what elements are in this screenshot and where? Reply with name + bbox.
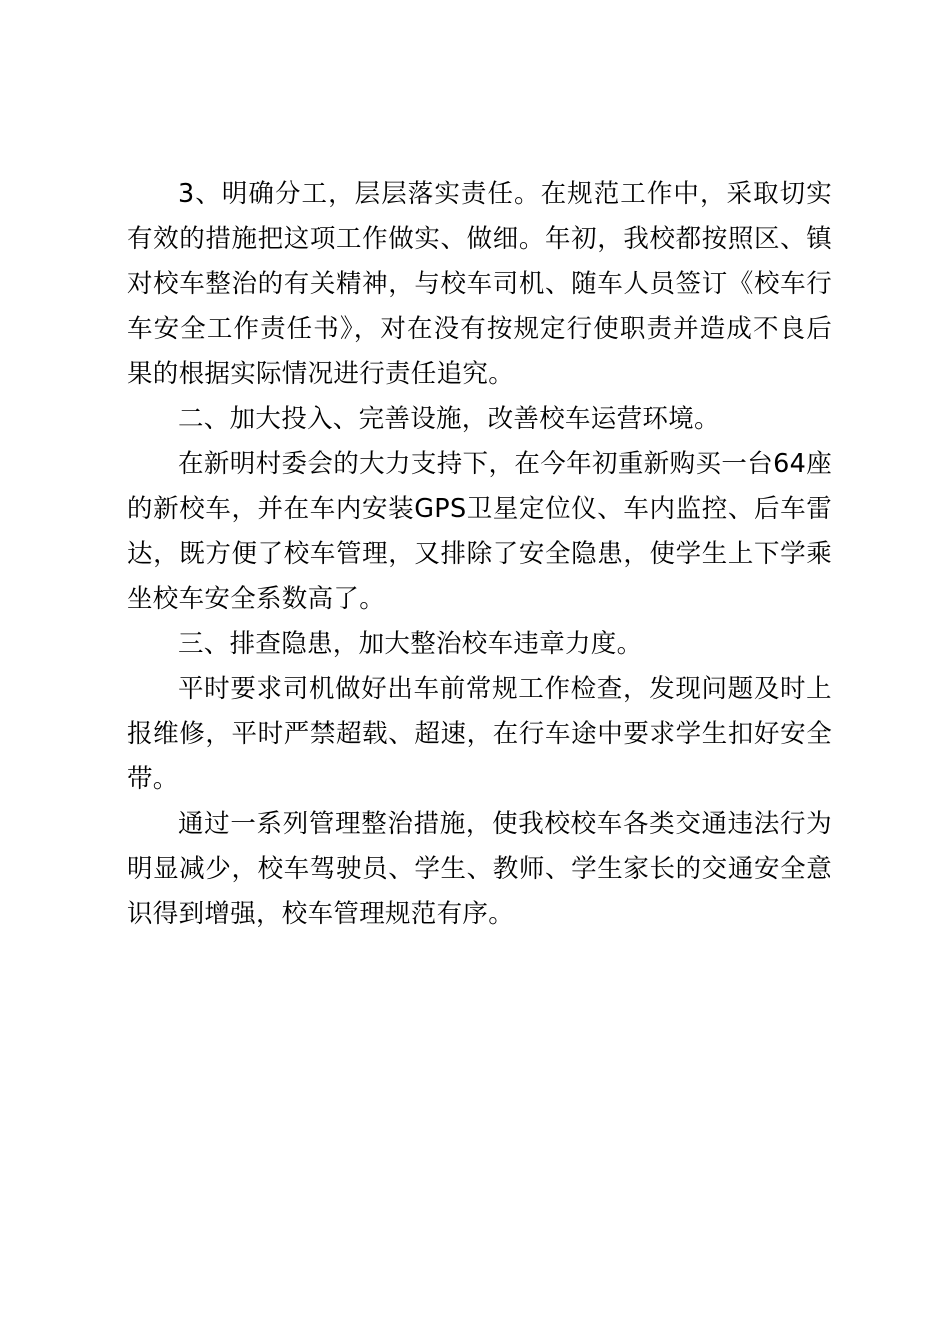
paragraph-new-school-bus: 在新明村委会的大力支持下，在今年初重新购买一台64座的新校车，并在车内安装GPS卫星定位仪、车内监控、后车雷达，既方便了校车管理，又排除了安全隐患，使学生上下学乘坐校车安全系数高了。 [127, 449, 832, 614]
document-body [127, 172, 832, 937]
section-heading-hazard-inspection: 三、排查隐患，加大整治校车违章力度。 [178, 629, 643, 659]
paragraph-clear-division-of-labor: 3、明确分工，层层落实责任。在规范工作中，采取切实有效的措施把这项工作做实、做细。年初，我校都按照区、镇对校车整治的有关精神，与校车司机、随车人员签订《校车行车安全工作责任书》，对在没有按规定行使职责并造成不良后果的根据实际情况进行责任追究。 [127, 179, 832, 389]
paragraph-summary-results: 通过一系列管理整治措施，使我校校车各类交通违法行为明显减少，校车驾驶员、学生、教师、学生家长的交通安全意识得到增强，校车管理规范有序。 [127, 809, 832, 929]
paragraph-driver-requirements: 平时要求司机做好出车前常规工作检查，发现问题及时上报维修，平时严禁超载、超速，在行车途中要求学生扣好安全带。 [127, 674, 832, 794]
section-heading-increase-investment: 二、加大投入、完善设施，改善校车运营环境。 [178, 404, 720, 434]
